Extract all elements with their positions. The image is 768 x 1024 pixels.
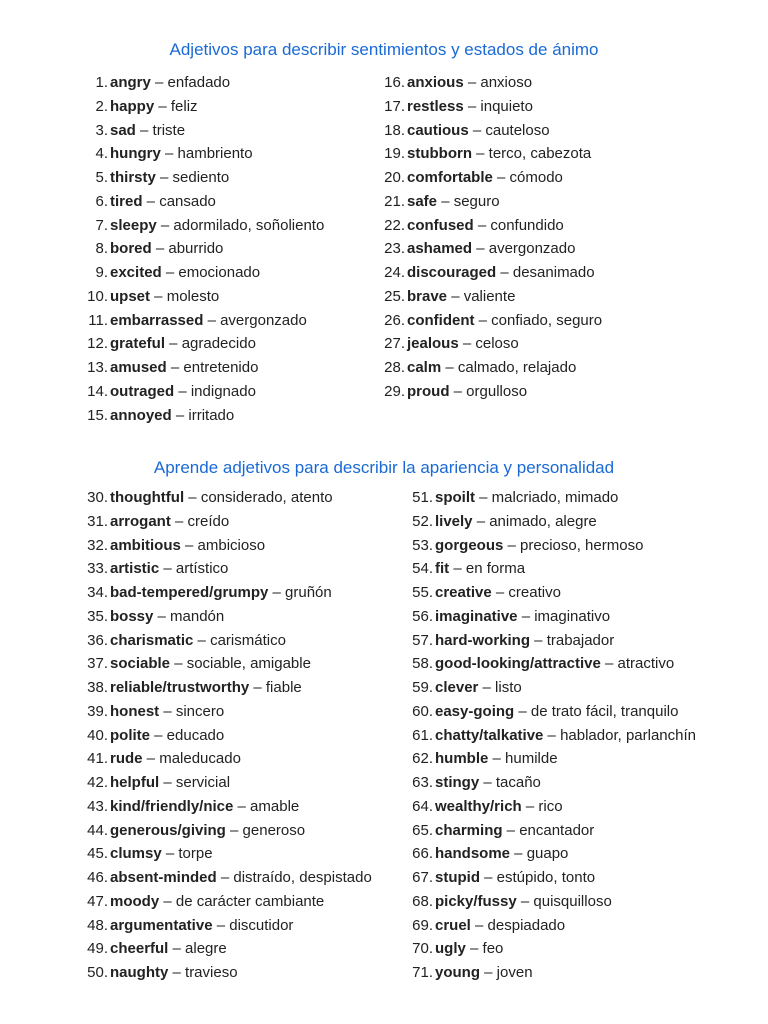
item-number: 36. [87, 631, 108, 649]
english-word: creative [435, 584, 492, 601]
vocab-item [87, 795, 372, 819]
item-number: 11. [88, 311, 108, 329]
vocab-item [95, 142, 324, 166]
item-number: 17. [384, 97, 405, 115]
item-number: 65. [412, 821, 433, 839]
item-number: 58. [412, 655, 433, 673]
vocab-item [412, 795, 696, 819]
vocab-item [412, 629, 696, 653]
english-word: generous/giving [110, 821, 226, 839]
item-number: 15. [87, 406, 108, 424]
item-number: 31. [87, 512, 108, 530]
item-number: 28. [384, 359, 405, 376]
english-word: confident [407, 311, 475, 329]
vocab-item [384, 166, 602, 190]
item-number: 23. [384, 240, 405, 258]
spanish-translation: – confundido [473, 216, 564, 234]
spanish-translation: – emocionado [161, 264, 261, 281]
vocab-item [412, 581, 696, 605]
item-number: 27. [384, 335, 405, 353]
spanish-translation: – triste [135, 121, 186, 139]
vocab-item [412, 914, 696, 938]
vocab-item [87, 747, 372, 771]
section-title-feelings: Adjetivos para describir sentimientos y estados de ánimo [169, 40, 599, 59]
personality-list-left [87, 486, 372, 985]
english-word: happy [110, 97, 155, 115]
spanish-translation: – trabajador [530, 631, 615, 649]
vocab-item [87, 605, 372, 629]
spanish-translation: – sociable, amigable [170, 655, 311, 673]
vocab-item [412, 557, 696, 581]
item-number: 44. [87, 821, 108, 839]
spanish-translation: – en forma [449, 560, 526, 578]
spanish-translation: – feliz [154, 97, 198, 115]
english-word: arrogant [110, 512, 171, 530]
spanish-translation: – celoso [458, 335, 519, 353]
spanish-translation: – seguro [437, 192, 500, 210]
spanish-translation: – valiente [447, 287, 516, 305]
english-word: imaginative [435, 607, 518, 625]
spanish-translation: – sediento [155, 169, 230, 186]
spanish-translation: – agradecido [165, 335, 256, 353]
english-word: hungry [110, 145, 161, 163]
vocab-item [384, 71, 602, 95]
english-word: artistic [110, 560, 160, 578]
english-word: humble [435, 750, 489, 768]
vocab-item [87, 937, 372, 961]
item-number: 68. [412, 892, 433, 910]
vocab-item [95, 71, 324, 95]
spanish-translation: – molesto [150, 287, 220, 305]
vocab-item [412, 605, 696, 629]
english-word: bossy [110, 607, 154, 625]
item-number: 10. [87, 287, 108, 305]
spanish-translation: – humilde [488, 750, 558, 768]
spanish-translation: – rico [521, 797, 563, 815]
spanish-translation: – creído [170, 512, 230, 530]
item-number: 7. [95, 216, 108, 234]
english-word: fit [435, 560, 450, 578]
vocab-item [412, 724, 697, 748]
spanish-translation: – joven [480, 964, 533, 981]
spanish-translation: – feo [465, 940, 504, 958]
vocab-item [384, 95, 602, 119]
english-word: anxious [407, 74, 464, 91]
item-number: 19. [384, 145, 405, 163]
vocab-item [95, 190, 324, 214]
english-word: kind/friendly/nice [110, 797, 234, 815]
item-number: 16. [384, 74, 405, 91]
spanish-translation: – gruñón [268, 584, 332, 601]
item-number: 55. [412, 584, 433, 601]
english-word: excited [110, 264, 162, 281]
item-number: 56. [412, 607, 433, 625]
item-number: 46. [87, 869, 108, 886]
item-number: 6. [95, 192, 108, 210]
item-number: 63. [412, 774, 433, 791]
english-word: picky/fussy [435, 892, 517, 910]
spanish-translation: – tacaño [479, 774, 541, 791]
english-word: discouraged [407, 264, 497, 281]
spanish-translation: – discutidor [212, 916, 294, 934]
english-word: reliable/trustworthy [110, 679, 250, 696]
vocab-item [87, 652, 372, 676]
vocab-item [384, 380, 602, 404]
vocab-item [412, 534, 696, 558]
vocab-item [412, 700, 696, 724]
spanish-translation: – irritado [171, 406, 235, 424]
item-number: 43. [87, 797, 108, 815]
english-word: easy-going [435, 702, 515, 720]
vocab-item [87, 356, 324, 380]
spanish-translation: – despiadado [470, 916, 566, 934]
vocab-item [87, 914, 372, 938]
vocab-item [412, 676, 696, 700]
item-number: 8. [95, 240, 108, 258]
spanish-translation: – ambicioso [180, 536, 266, 554]
spanish-translation: – adormilado, soñoliento [156, 216, 325, 234]
vocab-item [412, 842, 696, 866]
english-word: helpful [110, 774, 160, 791]
english-word: wealthy/rich [435, 797, 522, 815]
item-number: 30. [87, 489, 108, 506]
vocab-item [412, 961, 696, 985]
item-number: 29. [384, 382, 405, 400]
vocab-item [87, 771, 372, 795]
vocab-item [384, 119, 602, 143]
vocab-item [95, 166, 324, 190]
english-word: charismatic [110, 631, 194, 649]
spanish-translation: – considerado, atento [184, 489, 333, 506]
item-number: 57. [412, 631, 433, 649]
item-number: 47. [87, 892, 108, 910]
vocab-item [95, 95, 324, 119]
spanish-translation: – anxioso [463, 74, 533, 91]
item-number: 3. [95, 121, 108, 139]
vocab-item [87, 629, 372, 653]
spanish-translation: – animado, alegre [472, 512, 597, 530]
vocab-item [87, 700, 372, 724]
english-word: safe [407, 192, 438, 210]
vocab-item [412, 652, 696, 676]
spanish-translation: – carismático [193, 631, 286, 649]
spanish-translation: – confiado, seguro [474, 311, 603, 329]
spanish-translation: – alegre [168, 940, 227, 958]
spanish-translation: – generoso [225, 821, 306, 839]
item-number: 71. [412, 964, 433, 981]
spanish-translation: – avergonzado [472, 240, 576, 258]
spanish-translation: – atractivo [600, 655, 675, 673]
spanish-translation: – torpe [161, 845, 213, 863]
spanish-translation: – sincero [159, 702, 225, 720]
vocab-item [87, 842, 372, 866]
spanish-translation: – terco, cabezota [472, 145, 592, 163]
english-word: upset [110, 287, 151, 305]
item-number: 42. [87, 774, 108, 791]
spanish-translation: – encantador [502, 821, 595, 839]
item-number: 14. [87, 382, 108, 400]
english-word: gorgeous [435, 536, 504, 554]
item-number: 9. [95, 264, 108, 281]
item-number: 41. [87, 750, 108, 768]
spanish-translation: – de trato fácil, tranquilo [514, 702, 679, 720]
item-number: 18. [384, 121, 405, 139]
item-number: 66. [412, 845, 433, 863]
vocab-item [384, 142, 602, 166]
vocab-item [87, 581, 372, 605]
vocab-item [87, 961, 372, 985]
english-word: rude [110, 750, 143, 768]
english-word: charming [435, 821, 503, 839]
item-number: 12. [87, 335, 108, 353]
item-number: 24. [384, 264, 405, 281]
item-number: 53. [412, 536, 433, 554]
vocab-item [87, 510, 372, 534]
english-word: amused [110, 359, 167, 376]
vocab-item [87, 285, 324, 309]
vocab-item [87, 557, 372, 581]
english-word: ambitious [110, 536, 181, 554]
item-number: 26. [384, 311, 405, 329]
vocab-item [95, 261, 324, 285]
item-number: 35. [87, 607, 108, 625]
spanish-translation: – de carácter cambiante [159, 892, 325, 910]
spanish-translation: – guapo [510, 845, 569, 863]
english-word: comfortable [407, 169, 493, 186]
item-number: 1. [95, 74, 108, 91]
spanish-translation: – quisquilloso [516, 892, 612, 910]
spanish-translation: – cauteloso [468, 121, 550, 139]
english-word: thoughtful [110, 489, 185, 506]
item-number: 40. [87, 726, 108, 744]
item-number: 51. [412, 489, 433, 506]
english-word: bad-tempered/grumpy [110, 584, 269, 601]
item-number: 50. [87, 964, 108, 981]
english-word: sad [110, 121, 136, 139]
english-word: jealous [407, 335, 459, 353]
spanish-translation: – distraído, despistado [216, 869, 372, 886]
english-word: handsome [435, 845, 511, 863]
vocab-item [384, 261, 602, 285]
vocab-item [384, 237, 602, 261]
spanish-translation: – cómodo [492, 169, 563, 186]
vocab-item [95, 237, 324, 261]
english-word: argumentative [110, 916, 213, 934]
item-number: 20. [384, 169, 405, 186]
english-word: cautious [407, 121, 469, 139]
spanish-translation: – entretenido [166, 359, 259, 376]
vocab-item [95, 119, 324, 143]
feelings-list-left [87, 71, 325, 427]
vocab-item [412, 510, 696, 534]
vocab-item [87, 380, 324, 404]
vocab-item [412, 819, 696, 843]
item-number: 37. [87, 655, 108, 673]
english-word: hard-working [435, 631, 531, 649]
spanish-translation: – calmado, relajado [441, 359, 577, 376]
spanish-translation: – avergonzado [203, 311, 307, 329]
vocab-item [412, 937, 696, 961]
item-number: 32. [87, 536, 108, 554]
spanish-translation: – indignado [174, 382, 256, 400]
spanish-translation: – aburrido [151, 240, 224, 258]
vocab-item [384, 190, 602, 214]
spanish-translation: – listo [478, 679, 522, 696]
vocab-item [87, 404, 324, 428]
english-word: stingy [435, 774, 480, 791]
english-word: embarrassed [110, 311, 204, 329]
english-word: calm [407, 359, 442, 376]
english-word: honest [110, 702, 160, 720]
item-number: 49. [87, 940, 108, 958]
item-number: 70. [412, 940, 433, 958]
spanish-translation: – enfadado [150, 74, 231, 91]
english-word: angry [110, 74, 151, 91]
spanish-translation: – estúpido, tonto [480, 869, 596, 886]
vocab-item [87, 332, 324, 356]
english-word: ugly [435, 940, 466, 958]
item-number: 62. [412, 750, 433, 768]
spanish-translation: – malcriado, mimado [475, 489, 619, 506]
spanish-translation: – mandón [153, 607, 225, 625]
spanish-translation: – precioso, hermoso [503, 536, 644, 554]
english-word: sleepy [110, 216, 157, 234]
english-word: stubborn [407, 145, 472, 163]
item-number: 22. [384, 216, 405, 234]
spanish-translation: – amable [233, 797, 300, 815]
item-number: 69. [412, 916, 433, 934]
vocab-item [412, 747, 696, 771]
vocab-item [412, 486, 696, 510]
vocab-item [87, 534, 372, 558]
english-word: ashamed [407, 240, 473, 258]
vocab-item [384, 332, 602, 356]
english-word: confused [407, 216, 474, 234]
vocab-item [88, 309, 324, 333]
spanish-translation: – hambriento [160, 145, 253, 163]
feelings-list-right [384, 71, 603, 404]
vocab-item [384, 285, 602, 309]
vocab-item [95, 214, 325, 238]
vocab-item [384, 309, 603, 333]
spanish-translation: – educado [150, 726, 225, 744]
item-number: 52. [412, 512, 433, 530]
spanish-translation: – artístico [159, 560, 229, 578]
english-word: clumsy [110, 845, 162, 863]
spanish-translation: – servicial [159, 774, 231, 791]
item-number: 45. [87, 845, 108, 863]
vocab-item [412, 890, 696, 914]
english-word: good-looking/attractive [435, 655, 601, 673]
english-word: chatty/talkative [435, 726, 544, 744]
vocab-item [384, 214, 602, 238]
vocab-item [87, 890, 372, 914]
vocab-item [87, 676, 372, 700]
item-number: 34. [87, 584, 108, 601]
english-word: bored [110, 240, 152, 258]
english-word: restless [407, 97, 464, 115]
english-word: lively [435, 512, 473, 530]
english-word: sociable [110, 655, 171, 673]
vocab-item [384, 356, 602, 380]
english-word: absent-minded [110, 869, 217, 886]
spanish-translation: – desanimado [496, 264, 595, 281]
spanish-translation: – cansado [142, 192, 216, 210]
item-number: 21. [384, 192, 405, 210]
vocab-item [412, 771, 696, 795]
english-word: young [435, 964, 480, 981]
spanish-translation: – travieso [168, 964, 238, 981]
spanish-translation: – imaginativo [517, 607, 611, 625]
vocab-item [87, 866, 372, 890]
spanish-translation: – creativo [491, 584, 561, 601]
item-number: 67. [412, 869, 433, 886]
english-word: annoyed [110, 406, 172, 424]
item-number: 64. [412, 797, 433, 815]
item-number: 60. [412, 702, 433, 720]
item-number: 48. [87, 916, 108, 934]
english-word: thirsty [110, 169, 156, 186]
english-word: outraged [110, 382, 175, 400]
item-number: 59. [412, 679, 433, 696]
item-number: 25. [384, 287, 405, 305]
vocab-item [87, 724, 372, 748]
spanish-translation: – hablador, parlanchín [543, 726, 697, 744]
spanish-translation: – inquieto [463, 97, 533, 115]
vocab-item [87, 486, 372, 510]
english-word: moody [110, 892, 160, 910]
personality-list-right [412, 486, 697, 985]
english-word: naughty [110, 964, 169, 981]
english-word: cheerful [110, 940, 169, 958]
english-word: clever [435, 679, 479, 696]
english-word: proud [407, 382, 450, 400]
vocab-item [87, 819, 372, 843]
section-title-appearance-personality: Aprende adjetivos para describir la apariencia y personalidad [153, 458, 615, 477]
english-word: grateful [110, 335, 166, 353]
item-number: 13. [87, 359, 108, 376]
item-number: 5. [95, 169, 108, 186]
item-number: 33. [87, 560, 108, 578]
english-word: polite [110, 726, 150, 744]
item-number: 61. [412, 726, 433, 744]
spanish-translation: – maleducado [142, 750, 241, 768]
item-number: 38. [87, 679, 108, 696]
english-word: spoilt [435, 489, 475, 506]
spanish-translation: – orgulloso [449, 382, 528, 400]
english-word: cruel [435, 916, 471, 934]
english-word: brave [407, 287, 448, 305]
english-word: tired [110, 192, 143, 210]
item-number: 4. [95, 145, 108, 163]
spanish-translation: – fiable [249, 679, 302, 696]
vocab-item [412, 866, 696, 890]
item-number: 2. [95, 97, 108, 115]
english-word: stupid [435, 869, 480, 886]
item-number: 54. [412, 560, 433, 578]
item-number: 39. [87, 702, 108, 720]
